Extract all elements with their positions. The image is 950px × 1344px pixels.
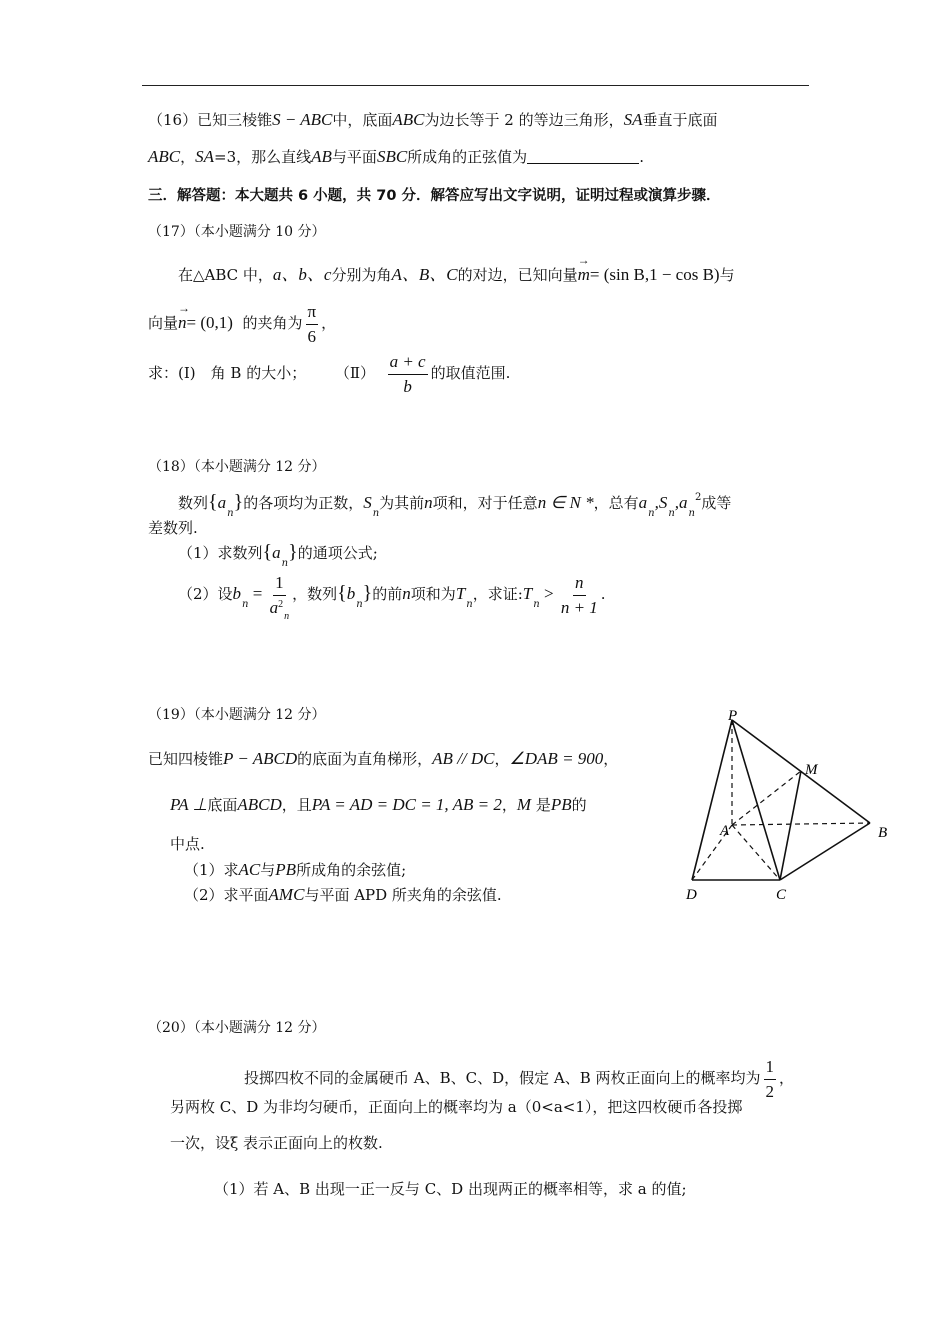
edge-am: [732, 771, 801, 825]
q19-point-m: M: [516, 795, 532, 814]
q19-amc: AMC: [268, 885, 305, 904]
q16-text: 中，底面: [332, 111, 393, 129]
q18-frac-n: [561, 573, 598, 617]
edge-pd: [692, 720, 732, 880]
q17-line3: [148, 352, 510, 396]
q16-line2: [148, 147, 644, 167]
q20-header: （20）（本小题满分 12 分）: [148, 1020, 326, 1036]
answer-blank[interactable]: [527, 149, 639, 164]
q19-ac: AC: [238, 860, 261, 879]
q18-text: 项和，对于任意: [432, 494, 538, 512]
q16-text: .: [639, 148, 644, 166]
q19-text: ，: [501, 796, 517, 814]
q17-fraction: [388, 352, 428, 396]
q17-sides: a、b、c: [272, 265, 332, 284]
q19-part1: [184, 860, 406, 880]
edge-pc: [732, 720, 780, 880]
q18-part2: （2）设$b_n$ = $\frac{1}{a^2_n}$ ，数列$\{b_n\}$的前n项和为$T_n$，求证$:T_n$ > $\frac{n}{n + 1}$ .: [178, 573, 606, 622]
q18-text: 为其前: [379, 494, 425, 512]
pi-over-6: [306, 302, 319, 346]
q18-text: ，数列: [292, 585, 338, 604]
edge-ac: [732, 825, 780, 880]
q19-part2: [184, 885, 502, 905]
q19-header: （19）（本小题满分 12 分）: [148, 707, 326, 723]
q20-part1: （1）若 A、B 出现一正一反与 C、D 出现两正的概率相等，求 a 的值;: [214, 1180, 687, 1198]
edge-cm: [780, 771, 801, 880]
q19-text: 是: [535, 796, 551, 814]
q18-text: ，求证:: [472, 585, 523, 604]
q19-parallel: AB // DC: [432, 749, 495, 768]
frac-num: n: [573, 573, 586, 596]
q16-text: 垂直于底面: [642, 111, 718, 129]
q18-line2: 差数列.: [148, 519, 198, 537]
q17-text: 与: [719, 266, 735, 284]
q18-text: 的前: [372, 585, 403, 604]
q18-text: 的各项均为正数，: [243, 494, 364, 512]
q17-text: 向量: [148, 314, 179, 333]
q17-part2: （Ⅱ）: [334, 364, 376, 383]
frac-num: π: [306, 302, 319, 325]
q18-frac-bn: [269, 573, 290, 622]
q18-text: （2）设: [178, 585, 233, 604]
q19-line3: 中点.: [170, 835, 205, 853]
q19-pb: PB: [275, 860, 297, 879]
q19-angle: ∠DAB = 900: [509, 749, 604, 768]
q18-n-in-N: n ∈ N *: [537, 493, 594, 512]
q19-text: （2）求平面: [184, 886, 269, 904]
q17-line2: [148, 302, 336, 346]
label-c: C: [776, 887, 787, 903]
label-a: A: [720, 823, 730, 839]
section-heading: 三．解答题：本大题共 6 小题，共 70 分．解答应写出文字说明，证明过程或演算步骤．: [148, 188, 721, 204]
q19-text: 的底面为直角梯形，: [297, 750, 433, 768]
q16-line-ab: AB: [311, 147, 332, 166]
q19-text: ，: [494, 750, 510, 768]
q16-base: ABC: [148, 147, 181, 166]
q16-text: 所成角的正弦值为: [407, 148, 528, 166]
q16-text: ，: [180, 148, 196, 166]
q16-text: =3，那么直线: [214, 148, 312, 166]
frac-den: b: [403, 376, 412, 396]
q19-pb: PB: [550, 795, 572, 814]
frac-num: 1: [273, 573, 286, 596]
label-m: M: [805, 762, 818, 778]
frac-num: 1: [764, 1057, 777, 1080]
q20-half: [764, 1057, 777, 1101]
q17-part1: 求：(Ⅰ) 角 B 的大小；: [148, 364, 307, 383]
q19-text: ，且: [281, 796, 312, 814]
frac-den: $a^2_n$: [269, 597, 290, 622]
q18-text: 数列: [178, 494, 209, 512]
q19-line2: [170, 795, 587, 815]
frac-den: 6: [307, 326, 317, 346]
q20-text: ，: [779, 1069, 795, 1088]
q19-text: 与: [260, 861, 276, 879]
q18-text: 项和为: [410, 585, 456, 604]
q19-text: 底面: [207, 796, 238, 814]
q19-lengths: PA = AD = DC = 1, AB = 2: [311, 795, 502, 814]
q17-text: 分别为角: [331, 266, 392, 284]
q17-text: 的取值范围.: [430, 364, 511, 383]
frac-num: a + c: [388, 352, 428, 375]
q20-text: 投掷四枚不同的金属硬币 A、B、C、D，假定 A、B 两枚正面向上的概率均为: [244, 1069, 761, 1088]
q16-sa: SA: [623, 110, 643, 129]
q19-base: ABCD: [237, 795, 282, 814]
q19-perp: PA ⊥: [170, 795, 208, 814]
q18-text: .: [600, 585, 606, 604]
frac-den: 2: [765, 1081, 775, 1101]
label-b: B: [878, 825, 888, 841]
q20-line2: 另两枚 C、D 为非均匀硬币，正面向上的概率均为 a（0<a<1），把这四枚硬币各投掷: [170, 1098, 743, 1116]
label-p: P: [728, 708, 738, 724]
vector-n: → n: [178, 313, 187, 333]
q18-text: （1）求数列: [178, 544, 263, 562]
vector-n-expr: = (0,1): [186, 313, 233, 333]
q18-text: 成等: [701, 494, 732, 512]
q17-line1: [178, 265, 735, 285]
q16-text: 与平面: [331, 148, 377, 166]
label-d: D: [686, 887, 697, 903]
q17-text: ，: [321, 314, 337, 333]
q16-line1: [148, 110, 718, 130]
q16-text: 为边长等于 2 的等边三角形，: [424, 111, 624, 129]
q16-base: ABC: [392, 110, 425, 129]
frac-den: n + 1: [560, 597, 598, 617]
q19-text: 的: [571, 796, 587, 814]
q19-line1: [148, 749, 618, 769]
q16-sa: SA: [195, 147, 215, 166]
edge-cb: [780, 823, 870, 880]
q20-line3: 一次，设ξ 表示正面向上的枚数.: [170, 1134, 383, 1152]
vector-m: → m: [578, 265, 590, 285]
q18-text: ，总有: [593, 494, 639, 512]
q17-text: 的对边，已知向量: [457, 266, 578, 284]
q19-text: 所成角的余弦值;: [296, 861, 407, 879]
pyramid-figure: [682, 705, 892, 905]
q17-angles: A、B、C: [391, 265, 458, 284]
q18-text: 的通项公式;: [297, 544, 378, 562]
q19-text: ，: [603, 750, 619, 768]
q20-line1: [244, 1057, 794, 1101]
q19-text: （1）求: [184, 861, 239, 879]
header-rule: [142, 85, 809, 86]
q18-header: （18）（本小题满分 12 分）: [148, 459, 326, 475]
q18-part1: （1）求数列$\{a_n\}$的通项公式;: [178, 541, 378, 569]
q16-pyramid: S − ABC: [272, 110, 333, 129]
edge-ab: [732, 823, 870, 825]
q17-text: 在△ABC 中，: [178, 266, 273, 284]
q16-plane: SBC: [376, 147, 408, 166]
q18-line1: 数列$\{a_n\}$的各项均为正数，$S_n$为其前n项和，对于任意n ∈ N *，总有$a_n,S_n,a_n^2$成等: [178, 491, 732, 519]
vector-m-expr: = (sin B,1 − cos B): [589, 265, 720, 284]
q16-text: （16）已知三棱锥: [148, 111, 273, 129]
q17-header: （17）（本小题满分 10 分）: [148, 224, 326, 240]
q19-pyramid: P − ABCD: [223, 749, 298, 768]
q17-text: 的夹角为: [242, 314, 303, 333]
q19-text: 与平面 APD 所夹角的余弦值.: [304, 886, 502, 904]
q19-text: 已知四棱锥: [148, 750, 224, 768]
